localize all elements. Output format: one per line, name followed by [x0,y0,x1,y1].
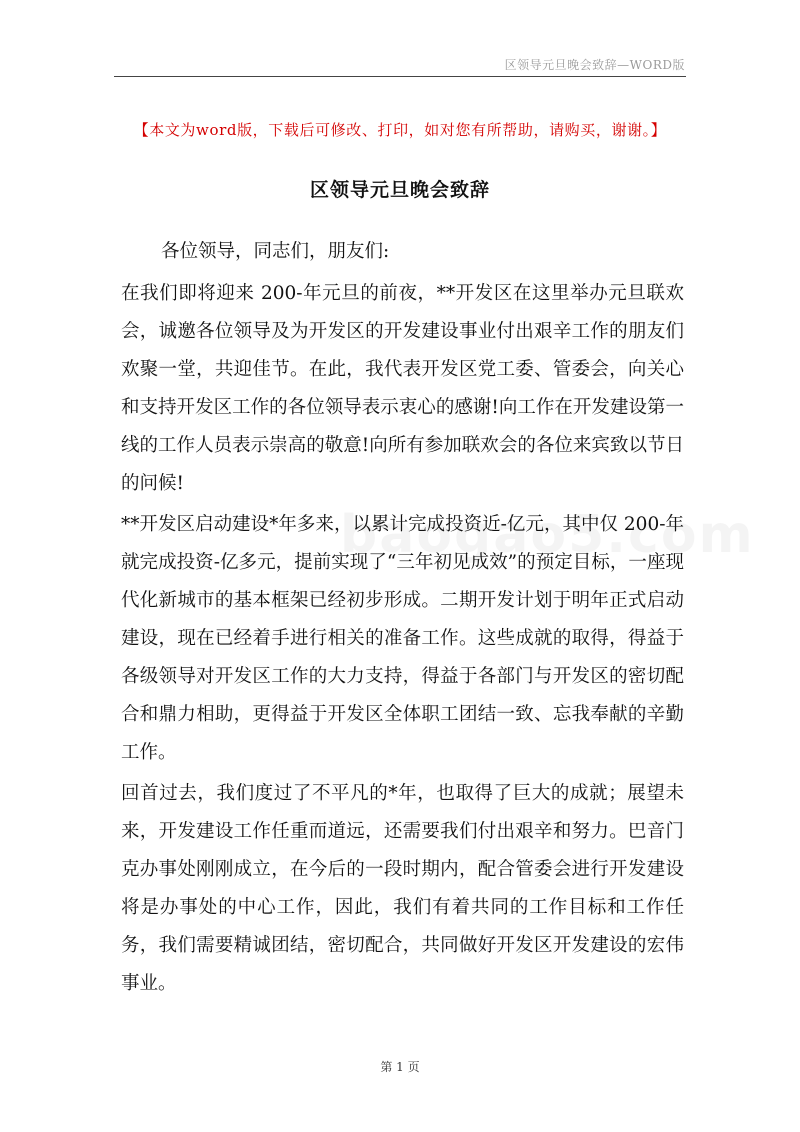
document-body [121,232,684,1006]
paragraph-2: **开发区启动建设*年多来，以累计完成投资近-亿元，其中仅 200-年就完成投资-亿多元，提前实现了“三年初见成效”的预定目标，一座现代化新城市的基本框架已经初步形成。二期开发计划于明年正式启动建设，现在已经着手进行相关的准备工作。这些成就的取得，得益于各级领导对开发区工作的大力支持，得益于各部门与开发区的密切配合和鼎力相助，更得益于开发区全体职工团结一致、忘我奉献的辛勤工作。 [121,514,684,763]
document-title: 区领导元旦晚会致辞 [309,179,490,201]
page-number: 第 1 页 [380,1060,420,1074]
running-header: 区领导元旦晚会致辞—WORD版 [504,58,685,72]
purchase-notice: 【本文为word版，下载后可修改、打印，如对您有所帮助，请购买，谢谢。】 [133,121,667,139]
header-rule [114,76,686,77]
salutation: 各位领导，同志们，朋友们: [161,241,390,262]
paragraph-1: 在我们即将迎来 200-年元旦的前夜，**开发区在这里举办元旦联欢会，诚邀各位领导及为开发区的开发建设事业付出艰辛工作的朋友们欢聚一堂，共迎佳节。在此，我代表开发区党工委、管委会，向关心和支持开发区工作的各位领导表示衷心的感谢!向工作在开发建设第一线的工作人员表示崇高的敬意!向所有参加联欢会的各位来宾致以节日的问候! [121,283,684,494]
paragraph-3: 回首过去，我们度过了不平凡的*年，也取得了巨大的成就；展望未来，开发建设工作任重而道远，还需要我们付出艰辛和努力。巴音门克办事处刚刚成立，在今后的一段时期内，配合管委会进行开发建设将是办事处的中心工作，因此，我们有着共同的工作目标和工作任务，我们需要精诚团结，密切配合，共同做好开发区开发建设的宏伟事业。 [121,783,684,994]
